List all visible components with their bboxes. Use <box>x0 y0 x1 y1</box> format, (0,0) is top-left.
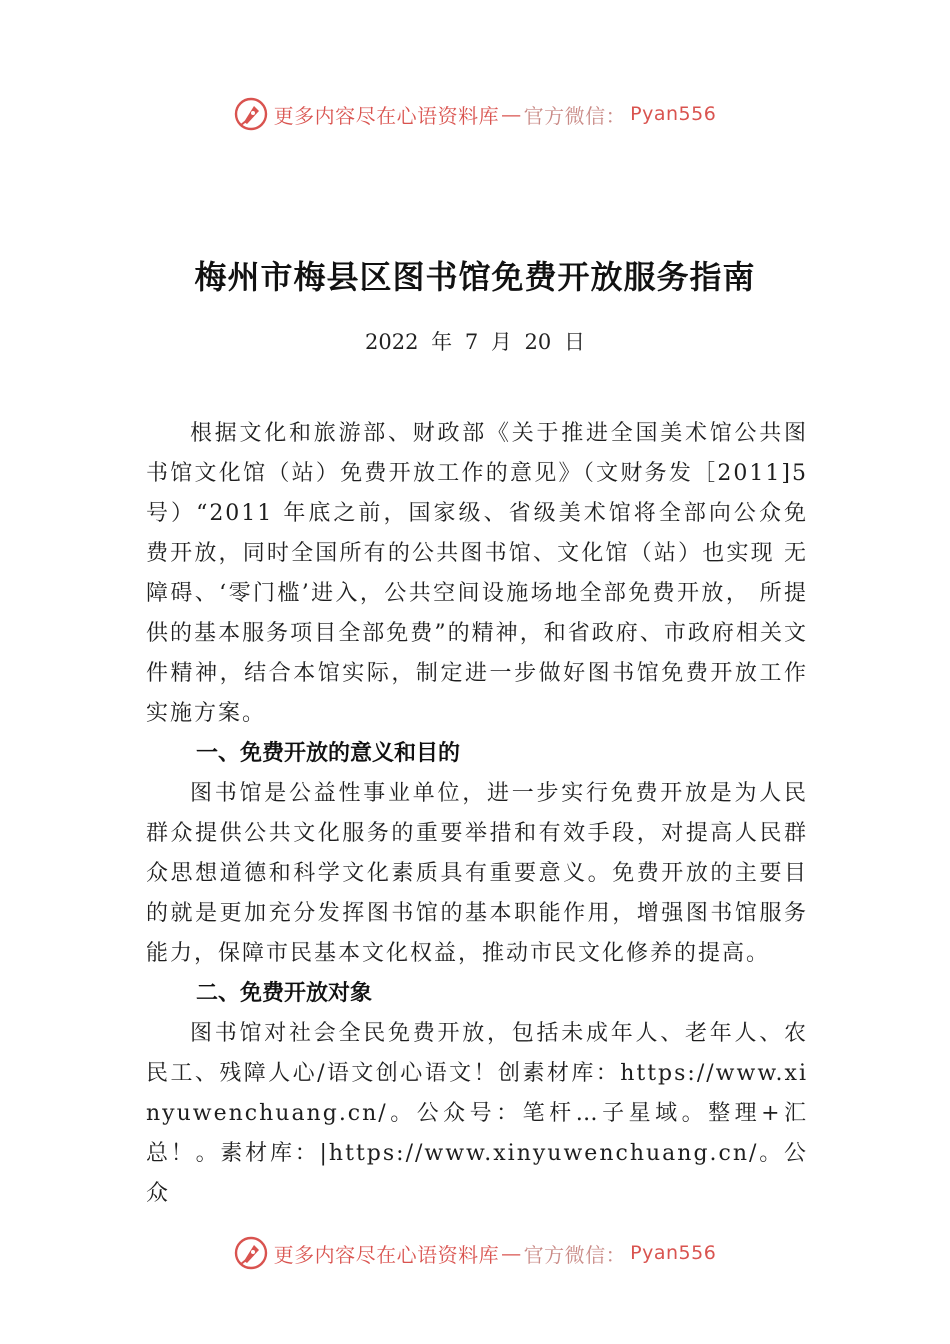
header-watermark <box>0 94 950 134</box>
paragraph-purpose: 图书馆是公益性事业单位，进一步实行免费开放是为人民群众提供公共文化服务的重要举措和有效手段，对提高人民群众思想道德和科学文化素质具有重要意义。免费开放的主要目的就是更加充分发挥图书馆的基本职能作用，增强图书馆服务能力，保障市民基本文化权益，推动市民文化修养的提高。 <box>146 781 808 966</box>
watermark-wechat-id: Pyan556 <box>630 1242 717 1264</box>
document-title: 梅州市梅县区图书馆免费开放服务指南 <box>194 258 756 296</box>
watermark-label: 官方微信： <box>523 1242 627 1267</box>
watermark-label: 官方微信： <box>523 103 627 128</box>
document-date: 2022 年 7 月 20 日 <box>365 330 585 354</box>
watermark-separator: — <box>501 102 522 126</box>
pen-nib-logo-icon <box>234 1236 268 1270</box>
watermark-wechat-id: Pyan556 <box>630 103 717 125</box>
paragraph-intro: 根据文化和旅游部、财政部《关于推进全国美术馆公共图书馆文化馆（站）免费开放工作的意见》（文财务发［2011]5 号）“2011 年底之前，国家级、省级美术馆将全部向公众免费开放，同时全国所有的公共图书馆、文化馆（站）也实现 无障碍、‘零门槛’进入，公共空间设施场地全部免费开放， 所提供的基本服务项目全部免费”的精神，和省政府、市政府相关文件精神，结合本馆实际，制定进一步做好图书馆免费开放工作实施方案。 <box>146 421 808 726</box>
section-heading-2: 二、免费开放对象 <box>196 981 373 1006</box>
paragraph-audience: 图书馆对社会全民免费开放，包括未成年人、老年人、农民工、残障人心/语文创心语文！创素材库：https://www.xinyuwenchuang.cn/。公众号：笔杆…子星域。整理+汇总！。素材库：|https://www.xinyuwenchuang.cn/。公众 <box>146 1021 808 1206</box>
watermark-text: 更多内容尽在心语资料库 <box>273 103 500 128</box>
footer-watermark <box>0 1233 950 1273</box>
section-heading-1: 一、免费开放的意义和目的 <box>196 741 461 766</box>
document-body <box>146 414 808 1214</box>
pen-nib-logo-icon <box>234 97 268 131</box>
watermark-text: 更多内容尽在心语资料库 <box>273 1242 500 1267</box>
watermark-separator: — <box>501 1241 522 1265</box>
